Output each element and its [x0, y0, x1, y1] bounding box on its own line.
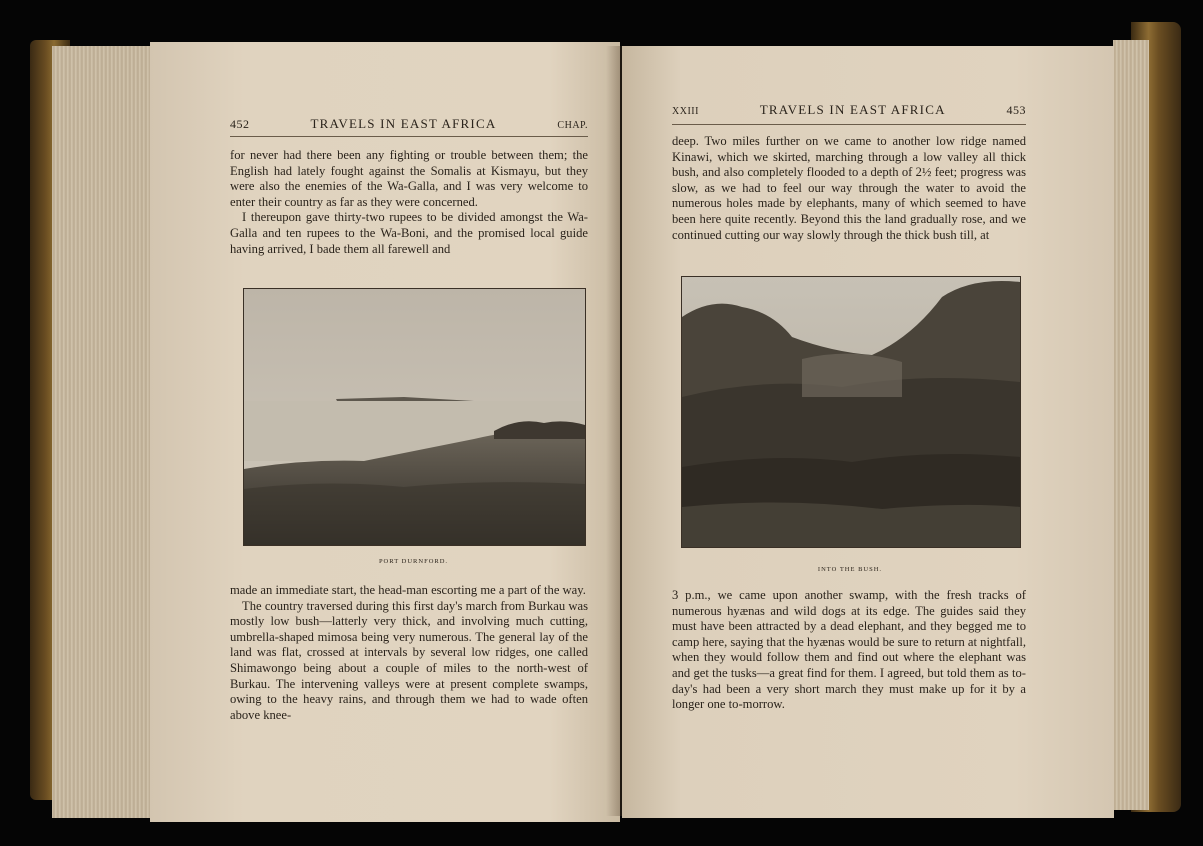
- paragraph: The country traversed during this first day's march from Burkau was mostly low bush—latterly very thick, and involving much cutting, umbrella-shaped mimosa being very numerous. The general lay of the land was flat, crossed at intervals by several low ridges, one called Shimawongo being about a couple of miles to the north-west of Burkau. The intervening valleys were at present complete swamps, owing to the heavy rains, and through them we had to wade often above knee-: [230, 598, 588, 722]
- left-top-text: [230, 148, 588, 257]
- photo-into-the-bush: [681, 276, 1021, 548]
- right-bottom-text: [672, 588, 1026, 713]
- paragraph: 3 p.m., we came upon another swamp, with the fresh tracks of numerous hyænas and wild dogs at its edge. The guides said they must have been attracted by a dead elephant, and they begged me to camp here, saying that the hyænas would be sure to return at nightfall, when they would follow them and find out where the elephant was and get the tusks—a great find for them. I agreed, but told them as to-day's had been a very short march they must make up for it by a longer one to-morrow.: [672, 588, 1026, 712]
- header-rule: [230, 136, 588, 137]
- page-edges-right: [1113, 40, 1149, 810]
- right-page: [622, 46, 1114, 818]
- left-bottom-text: [230, 583, 588, 723]
- running-title: TRAVELS IN EAST AFRICA: [310, 116, 497, 131]
- running-title: TRAVELS IN EAST AFRICA: [759, 102, 946, 117]
- bush-photo: [682, 277, 1020, 547]
- paragraph: deep. Two miles further on we came to another low ridge named Kinawi, which we skirted, marching through a low valley all thick bush, and also completely flooded to a depth of 2½ feet; progress was slow, as we had to feel our way through the water to avoid the numerous holes made by elephants, many of which seemed to have been here quite recently. Beyond this the land gradually rose, and we continued cutting our way slowly through the thick bush till, at: [672, 134, 1026, 242]
- page-edges-left: [52, 46, 152, 818]
- page-number: 453: [1006, 103, 1026, 117]
- left-page-header: [230, 116, 588, 132]
- photo-port-durnford: [243, 288, 586, 546]
- page-number: 452: [230, 117, 250, 131]
- landscape-photo: [244, 289, 585, 545]
- left-page: [150, 42, 620, 822]
- right-top-text: [672, 134, 1026, 243]
- chapter-label: CHAP.: [557, 120, 588, 131]
- paragraph: made an immediate start, the head-man escorting me a part of the way.: [230, 583, 586, 597]
- figure-caption: PORT DURNFORD.: [378, 558, 449, 565]
- figure-caption: INTO THE BUSH.: [817, 566, 883, 573]
- header-rule: [672, 124, 1026, 125]
- paragraph: I thereupon gave thirty-two rupees to be divided amongst the Wa-Galla and ten rupees to the Wa-Boni, and the promised local guide having arrived, I bade them all farewell and: [230, 210, 588, 256]
- chapter-label: XXIII: [672, 106, 699, 117]
- right-page-header: [672, 102, 1026, 118]
- paragraph: for never had there been any fighting or trouble between them; the English had lately fought against the Somalis at Kismayu, but they were also the enemies of the Wa-Galla, and I was very welcome to enter their country as far as they were concerned.: [230, 148, 588, 209]
